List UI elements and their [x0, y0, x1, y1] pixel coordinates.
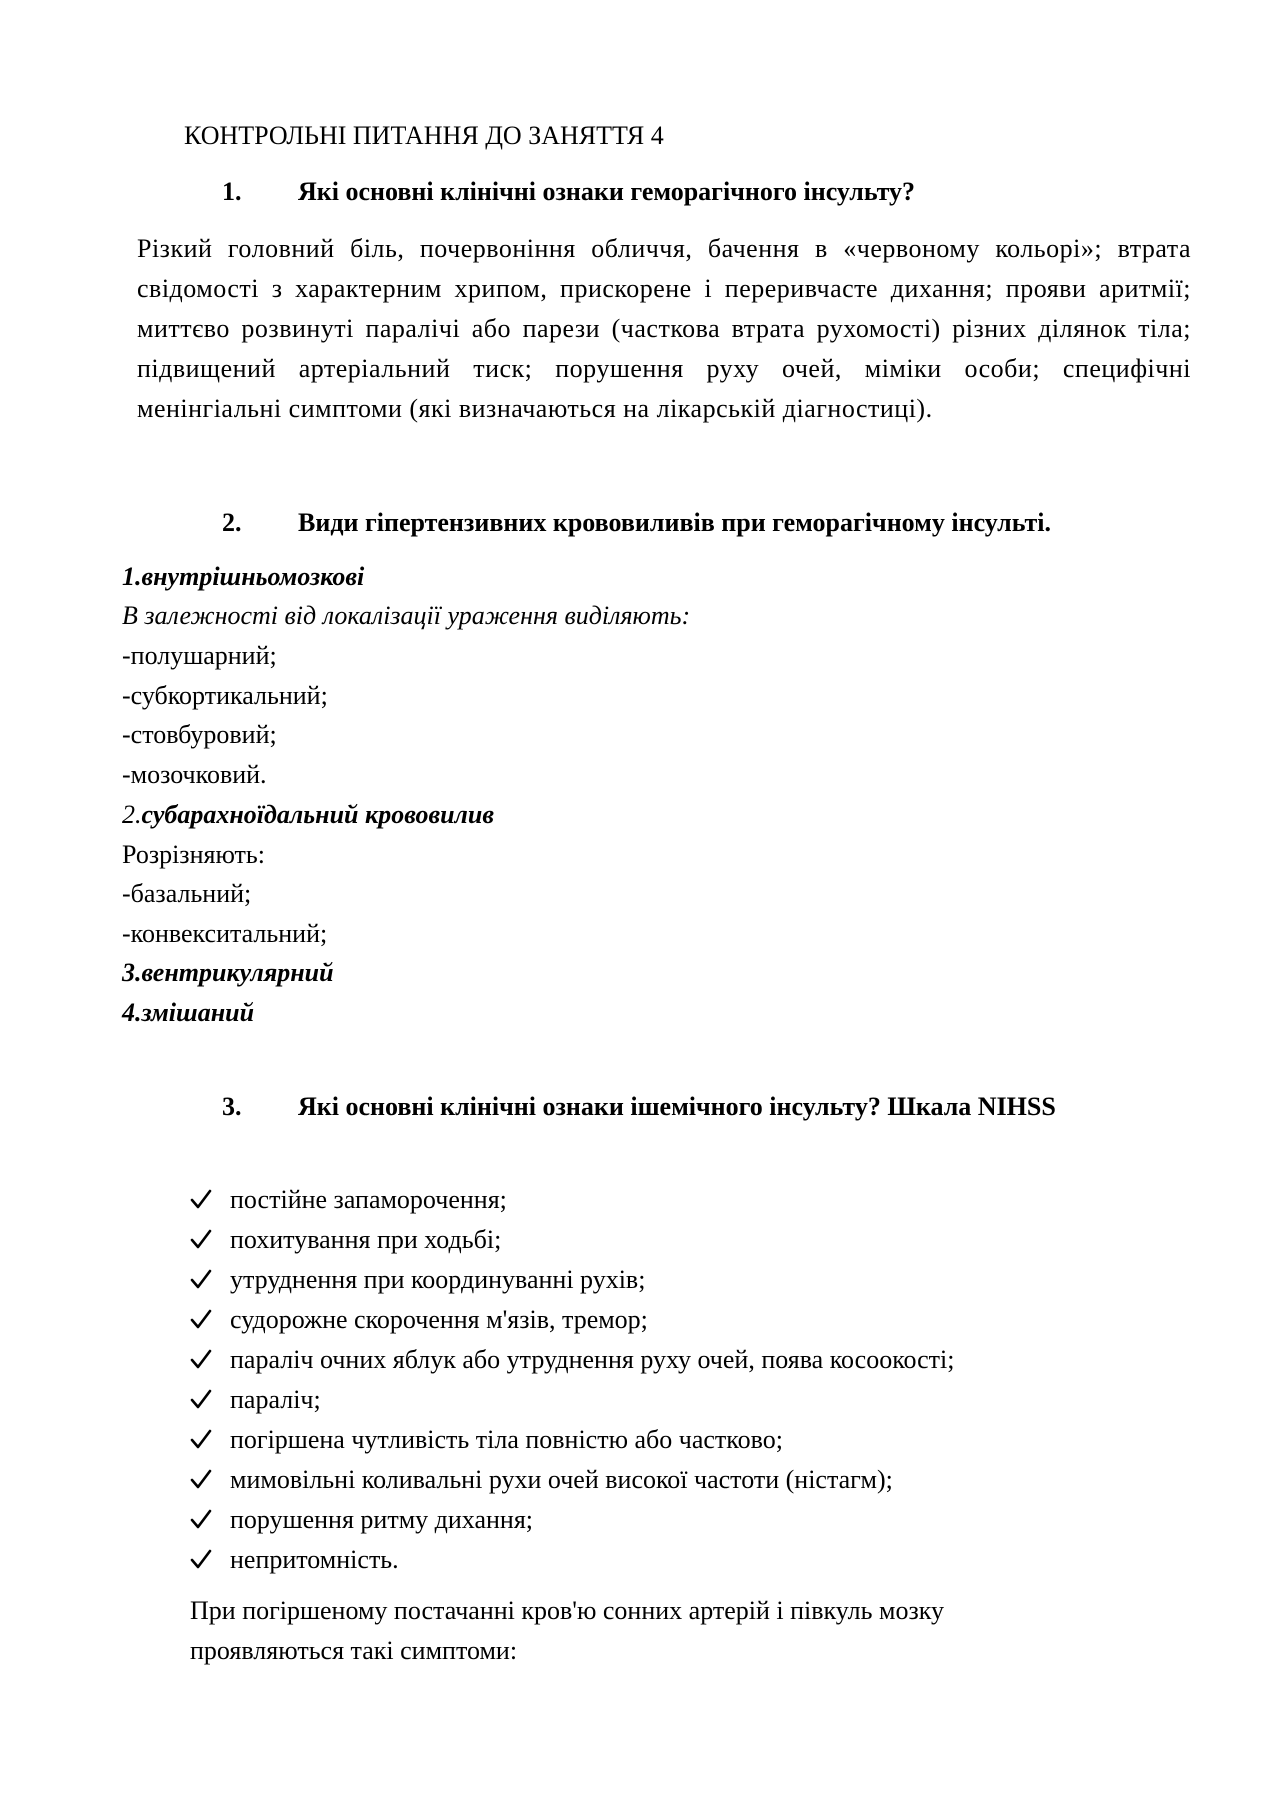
- checkmark-icon: [190, 1540, 214, 1570]
- sign-text: непритомність.: [230, 1545, 399, 1574]
- list-item: [190, 1540, 955, 1580]
- list-item: [190, 1340, 955, 1380]
- paragraph-line: проявляються такі симптоми:: [190, 1636, 518, 1665]
- hemorrhage-type-1-note: В залежності від локалізації ураження виділяють:: [122, 601, 691, 630]
- checkmark-icon: [190, 1380, 214, 1410]
- question-2-text: Види гіпертензивних крововиливів при геморагічному інсульті.: [298, 508, 1051, 537]
- checkmark-icon: [190, 1180, 214, 1210]
- sign-text: мимовільні коливальні рухи очей високої частоти (ністагм);: [230, 1465, 893, 1494]
- list-item: -конвекситальний;: [122, 919, 328, 948]
- checkmark-icon: [190, 1500, 214, 1530]
- list-item: [190, 1500, 955, 1540]
- list-item: [190, 1460, 955, 1500]
- list-item: [190, 1380, 955, 1420]
- list-item: -стовбуровий;: [122, 720, 277, 749]
- checkmark-icon: [190, 1420, 214, 1450]
- list-item: -субкортикальний;: [122, 681, 328, 710]
- hemorrhage-type-4: 4.змішаний: [122, 998, 255, 1027]
- hemorrhage-type-3: 3.вентрикулярний: [122, 958, 334, 987]
- list-item: [190, 1260, 955, 1300]
- question-3-number: 3.: [222, 1092, 242, 1121]
- sign-text: утруднення при координуванні рухів;: [230, 1265, 646, 1294]
- list-item: [190, 1220, 955, 1260]
- list-item: -базальний;: [122, 879, 252, 908]
- hemorrhage-type-2-name: субарахноїдальний крововилив: [141, 800, 494, 829]
- checkmark-icon: [190, 1260, 214, 1290]
- checkmark-icon: [190, 1340, 214, 1370]
- list-item: [190, 1420, 955, 1460]
- checkmark-icon: [190, 1460, 214, 1490]
- hemorrhage-type-1: 1.внутрішньомозкові: [122, 562, 365, 591]
- sign-text: погіршена чутливість тіла повністю або частково;: [230, 1425, 783, 1454]
- checkmark-icon: [190, 1220, 214, 1250]
- list-item: -полушарний;: [122, 641, 277, 670]
- question-1-answer: Різкий головний біль, почервоніння обличчя, бачення в «червоному кольорі»; втрата свідомості з характерним хрипом, прискорене і переривчасте дихання; прояви аритмії; миттєво розвинуті паралічі або парези (часткова втрата рухомості) різних ділянок тіла; підвищений артеріальний тиск; порушення руху очей, міміки особи; специфічні менінгіальні симптоми (які визначаються на лікарській діагностиці).: [137, 234, 1191, 423]
- list-item: [190, 1180, 955, 1220]
- sign-text: похитування при ходьбі;: [230, 1225, 502, 1254]
- document-title: КОНТРОЛЬНІ ПИТАННЯ ДО ЗАНЯТТЯ 4: [184, 121, 664, 150]
- hemorrhage-type-2-note: Розрізняють:: [122, 840, 265, 869]
- sign-text: постійне запаморочення;: [230, 1185, 507, 1214]
- hemorrhage-type-2-number: 2.: [122, 800, 142, 829]
- sign-text: параліч очних яблук або утруднення руху очей, поява косоокості;: [230, 1345, 955, 1374]
- sign-text: параліч;: [230, 1385, 321, 1414]
- question-3-text: Які основні клінічні ознаки ішемічного інсульту? Шкала NIHSS: [298, 1092, 1056, 1121]
- question-1-text: Які основні клінічні ознаки геморагічного інсульту?: [298, 177, 916, 206]
- paragraph-line: При погіршеному постачанні кров'ю сонних артерій і півкуль мозку: [190, 1596, 944, 1625]
- question-2-number: 2.: [222, 508, 242, 537]
- sign-text: порушення ритму дихання;: [230, 1505, 533, 1534]
- hemorrhage-type-2: [122, 800, 494, 830]
- list-item: -мозочковий.: [122, 760, 267, 789]
- list-item: [190, 1300, 955, 1340]
- question-1-number: 1.: [222, 177, 242, 206]
- sign-text: судорожне скорочення м'язів, тремор;: [230, 1305, 648, 1334]
- ischemic-signs-list: [190, 1180, 955, 1580]
- checkmark-icon: [190, 1300, 214, 1330]
